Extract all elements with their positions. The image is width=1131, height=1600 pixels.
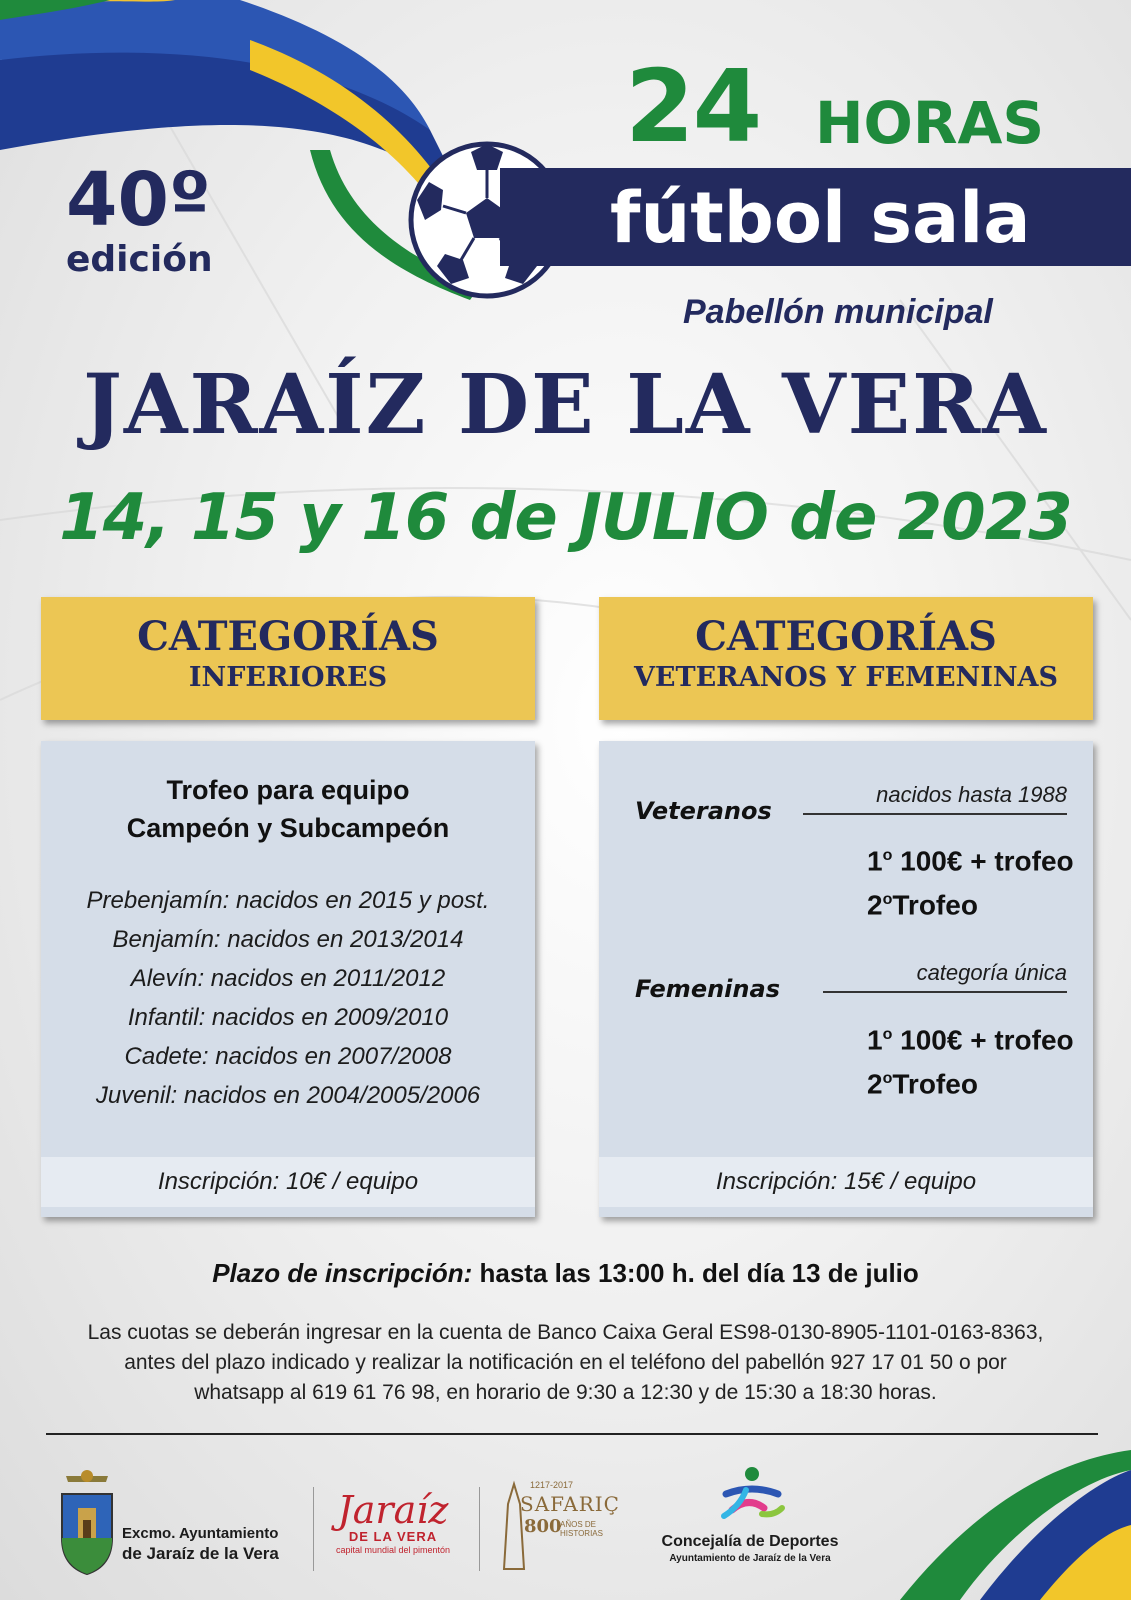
- prize-ordinal-sup: o: [882, 1026, 893, 1043]
- safariq-name: SAFARIÇ: [520, 1492, 620, 1516]
- logo-separator: [313, 1487, 314, 1571]
- footer-divider: [46, 1433, 1098, 1435]
- prize-ordinal-sup: o: [882, 1070, 893, 1087]
- sport-title: fútbol sala: [610, 177, 1031, 259]
- femeninas-title: Femeninas: [635, 975, 780, 1003]
- trophy-text: [41, 771, 535, 847]
- veteranos-title: Veteranos: [635, 797, 772, 825]
- ayuntamiento-line2: de Jaraíz de la Vera: [122, 1544, 279, 1563]
- jaraiz-logo: [330, 1490, 456, 1556]
- veteranos-divider: [803, 813, 1067, 815]
- prize-ordinal: 2: [867, 889, 883, 921]
- trophy-line2: Campeón y Subcampeón: [126, 813, 450, 843]
- safariq-logo: [494, 1474, 618, 1574]
- right-category-panel: [599, 741, 1093, 1217]
- list-item: Alevín: nacidos en 2011/2012: [130, 965, 446, 992]
- right-heading-line2: VETERANOS Y FEMENINAS: [633, 662, 1058, 693]
- left-category-heading: [41, 597, 535, 720]
- payment-line: whatsapp al 619 61 76 98, en horario de 9:30 a 12:30 y de 15:30 a 18:30 horas.: [194, 1381, 937, 1404]
- registration-deadline: [0, 1256, 1131, 1290]
- deadline-label: Plazo de inscripción:: [212, 1258, 473, 1288]
- femeninas-note: categoría única: [916, 960, 1067, 985]
- trophy-line1: Trofeo para equipo: [166, 775, 410, 805]
- list-item: Benjamín: nacidos en 2013/2014: [112, 926, 464, 953]
- venue: Pabellón municipal: [683, 293, 993, 331]
- prize-text: 100€ + trofeo: [900, 845, 1074, 877]
- veteranos-second-prize: [867, 878, 978, 927]
- ayuntamiento-line1: Excmo. Ayuntamiento: [122, 1525, 279, 1542]
- right-fee: Inscripción: 15€ / equipo: [599, 1157, 1093, 1207]
- prize-ordinal: 2: [867, 1068, 883, 1100]
- list-item: Juvenil: nacidos en 2004/2005/2006: [95, 1082, 481, 1109]
- prize-text: 100€ + trofeo: [900, 1024, 1074, 1056]
- hours-number: 24: [625, 48, 761, 165]
- safariq-sub: AÑOS DE HISTORIAS: [560, 1520, 603, 1538]
- right-heading-line1: CATEGORÍAS: [695, 613, 997, 660]
- payment-line: antes del plazo indicado y realizar la notificación en el teléfono del pabellón 927 17 01 50 o por: [124, 1351, 1007, 1374]
- left-heading-line2: INFERIORES: [188, 662, 388, 693]
- left-fee: Inscripción: 10€ / equipo: [41, 1157, 535, 1207]
- category-list: [41, 881, 535, 1115]
- deadline-text: hasta las 13:00 h. del día 13 de julio: [479, 1258, 919, 1288]
- prize-ordinal: 1: [867, 1024, 883, 1056]
- payment-line: Las cuotas se deberán ingresar en la cuenta de Banco Caixa Geral ES98-0130-8905-1101-0163-8363,: [87, 1321, 1044, 1344]
- payment-info: [60, 1318, 1071, 1408]
- town-name: JARAÍZ DE LA VERA: [83, 357, 1048, 453]
- safariq-number: 800: [524, 1516, 562, 1537]
- left-heading-line1: CATEGORÍAS: [137, 613, 439, 660]
- ayuntamiento-label: [122, 1524, 279, 1564]
- prize-ordinal-sup: o: [882, 847, 893, 864]
- list-item: Infantil: nacidos en 2009/2010: [127, 1004, 449, 1031]
- deportes-logo-text: [648, 1532, 852, 1566]
- edition-label: edición: [66, 239, 213, 280]
- deportes-sub: Ayuntamiento de Jaraíz de la Vera: [669, 1553, 831, 1564]
- prize-ordinal: 1: [867, 845, 883, 877]
- list-item: Cadete: nacidos en 2007/2008: [124, 1043, 452, 1070]
- femeninas-divider: [823, 991, 1067, 993]
- sports-figure-icon: [712, 1466, 790, 1526]
- veteranos-note: nacidos hasta 1988: [876, 782, 1067, 807]
- jaraiz-logo-sub: DE LA VERA: [348, 1529, 438, 1544]
- jaraiz-logo-tagline: capital mundial del pimentón: [335, 1545, 451, 1555]
- left-category-panel: [41, 741, 535, 1217]
- veteranos-first-prize: [867, 834, 1074, 883]
- edition-number: 40º: [66, 157, 211, 243]
- femeninas-first-prize: [867, 1013, 1074, 1062]
- prize-text: Trofeo: [892, 1068, 978, 1100]
- prize-ordinal-sup: o: [882, 891, 893, 908]
- logo-separator: [479, 1487, 480, 1571]
- jaraiz-logo-word: Jaraíz: [337, 1488, 449, 1532]
- right-category-heading: [599, 597, 1093, 720]
- hours-label: HORAS: [815, 89, 1045, 157]
- event-dates: 14, 15 y 16 de JULIO de 2023: [59, 481, 1072, 555]
- femeninas-second-prize: [867, 1057, 978, 1106]
- prize-text: Trofeo: [892, 889, 978, 921]
- list-item: Prebenjamín: nacidos en 2015 y post.: [86, 887, 490, 914]
- coat-of-arms-icon: [58, 1468, 116, 1578]
- deportes-title: Concejalía de Deportes: [661, 1533, 839, 1550]
- safariq-years: 1217-2017: [530, 1480, 574, 1490]
